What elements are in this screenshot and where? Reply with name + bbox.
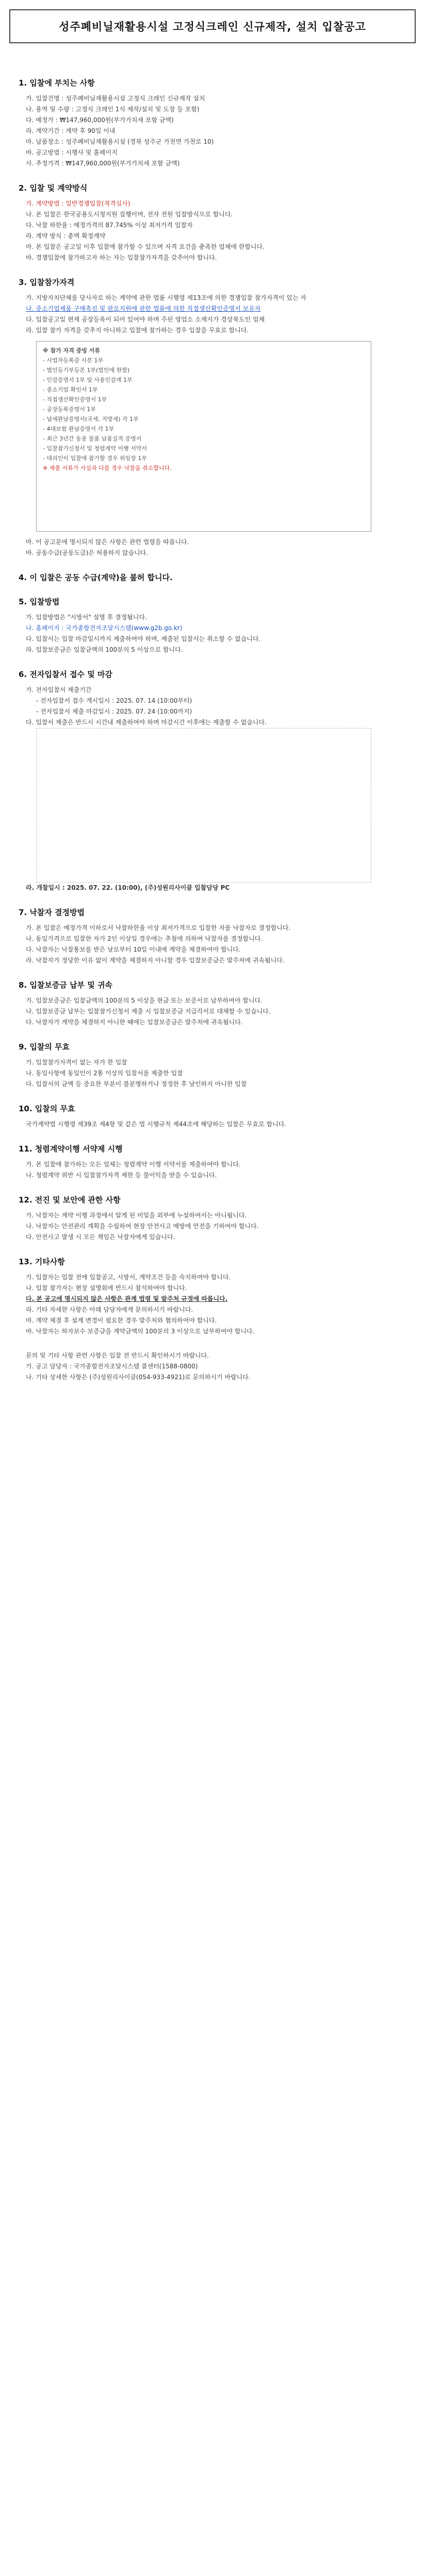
text-line: 라. 계약기간 : 계약 후 90일 이내 [26,127,116,134]
box-line: - 사업자등록증 사본 1부 [43,357,104,364]
text-line: 나. 낙찰자는 안전관리 계획을 수립하여 현장 안전사고 예방에 만전을 기하여야 합니다. [26,1223,259,1230]
section-8 [19,979,407,1028]
section-12 [19,1194,407,1243]
text-line: 나. 입찰 참가자는 현장 설명회에 반드시 참석하여야 합니다. [26,1284,187,1292]
section-11 [19,1143,407,1181]
text-line: 다. 입찰서의 금액 등 중요한 부분이 불분명하거나 정정한 후 날인하지 아니한 입찰 [26,1080,247,1088]
text-line: 다. 낙찰자는 낙찰통보를 받은 날로부터 10일 이내에 계약을 체결하여야 합니다. [26,946,241,953]
section-3 [19,277,407,558]
notice-content [19,77,407,1383]
section-5 [19,596,407,655]
section-heading: 12. 전진 및 보안에 관한 사항 [19,1195,121,1205]
section-heading: 6. 전자입찰서 접수 및 마감 [19,670,112,679]
box-line: - 입찰참가신청서 및 청렴계약 이행 서약서 [43,445,148,452]
section-6 [19,669,407,893]
section-heading: 9. 입찰의 무효 [19,1042,70,1052]
box-line: - 인감증명서 1부 및 사용인감계 1부 [43,377,133,383]
text-line: 나. 동일가격으로 입찰한 자가 2인 이상일 경우에는 추첨에 의하여 낙찰자를 결정합니다. [26,935,263,942]
text-line: 다. 입찰서 제출은 반드시 시간내 제출하여야 하며 마감시간 이후에는 제출할 수 없습니다. [26,719,267,726]
text-line: 가. 입찰보증금은 입찰금액의 100분의 5 이상을 현금 또는 보증서로 납부하여야 합니다. [26,997,263,1004]
section-heading: 13. 기타사항 [19,1257,65,1266]
text-line: 마. 이 공고문에 명시되지 않은 사항은 관련 법령을 따릅니다. [26,538,189,546]
text-line: 가. 입찰참가자격이 없는 자가 한 입찰 [26,1059,127,1066]
section-2 [19,182,407,263]
section-heading: 4. 이 입찰은 공동 수급(계약)을 불허 합니다. [19,573,173,582]
text-line: 다. 안전사고 발생 시 모든 책임은 낙찰자에게 있습니다. [26,1233,175,1241]
section-1 [19,77,407,169]
section-4 [19,572,407,583]
text-line: 바. 경쟁입찰에 참가하고자 하는 자는 입찰참가자격을 갖추어야 합니다. [26,254,217,261]
text-line: 가. 입찰방법은 "시방서" 설명 후 결정됩니다. [26,614,147,621]
text-line: 나. 입찰보증금 납부는 입찰참가신청서 제출 시 입찰보증금 지급각서로 대체할 수 있습니다. [26,1008,271,1015]
section-heading: 1. 입찰에 부치는 사항 [19,78,95,88]
box-line: ※ 참가 자격 증빙 서류 [43,347,101,354]
text-line: 마. 계약 체결 후 설계 변경이 필요한 경우 발주처와 협의하여야 합니다. [26,1317,217,1324]
text-line: 가. 입찰건명 : 성주폐비닐재활용시설 고정식 크레인 신규제작 설치 [26,95,205,102]
text-line: 라. 기타 자세한 사항은 아래 담당자에게 문의하시기 바랍니다. [26,1306,193,1313]
text-line: 가. 낙찰자는 계약 이행 과정에서 알게 된 비밀을 외부에 누설하여서는 아니됩니다. [26,1212,247,1219]
box-line: - 대리인이 입찰에 참가할 경우 위임장 1부 [43,455,147,462]
text-line: 나. 중소기업제품 구매촉진 및 판로지원에 관한 법률에 의한 직접생산확인증명서 보유자 [26,305,261,312]
text-line: 국가계약법 시행령 제39조 제4항 및 같은 법 시행규칙 제44조에 해당하는 입찰은 무효로 합니다. [26,1121,287,1128]
section-14 [19,1350,407,1383]
text-line: 가. 입찰자는 입찰 전에 입찰공고, 시방서, 계약조건 등을 숙지하여야 합니다. [26,1274,231,1281]
text-line: 다. 본 공고에 명시되지 않은 사항은 관계 법령 및 발주처 규정에 따릅니다. [26,1295,228,1302]
text-line: 라. 입찰 참가 자격을 갖추지 아니하고 입찰에 참가하는 경우 입찰을 무효로 합니다. [26,327,249,334]
text-line: 마. 본 입찰은 공고일 이후 입찰에 참가할 수 있으며 자격 요건을 충족한 업체에 한합니다. [26,243,265,250]
section-heading: 11. 청렴계약이행 서약제 시행 [19,1144,123,1154]
text-line: 가. 본 입찰은 예정가격 이하로서 낙찰하한율 이상 최저가격으로 입찰한 자를 낙찰자로 결정합니다. [26,924,291,931]
text-line: 나. 동일사항에 동일인이 2통 이상의 입찰서를 제출한 입찰 [26,1070,183,1077]
text-line: 나. 용역 및 수량 : 고정식 크레인 1식 제작/설치 및 도장 등 포함) [26,106,200,113]
box-line: - 4대보험 완납증명서 각 1부 [43,426,114,432]
page-title: 성주폐비닐재활용시설 고정식크레인 신규제작, 설치 입찰공고 [59,21,366,33]
box-line: - 최근 3년간 동종 물품 납품실적 증명서 [43,435,142,442]
section-heading: 2. 입찰 및 계약방식 [19,183,88,193]
section-heading: 10. 입찰의 무효 [19,1104,75,1113]
text-line: 라. 낙찰자가 정당한 이유 없이 계약을 체결하지 아니할 경우 입찰보증금은 발주처에 귀속됩니다. [26,957,285,964]
text-line: 라. 계약 방식 : 총액 확정계약 [26,232,106,240]
text-line: 라. 개찰일시 : 2025. 07. 22. (10:00), (주)성원리사이클 입찰담당 PC [26,884,230,891]
text-line: 마. 납품장소 : 성주폐비닐재활용시설 (경북 성주군 가천면 가천로 10) [26,138,214,145]
section-heading: 3. 입찰참가자격 [19,278,75,287]
text-line: 다. 낙찰 하한율 : 예정가격의 87.745% 이상 최저가격 입찰자 [26,222,193,229]
text-line: 가. 계약방법 : 일반경쟁입찰(적격심사) [26,200,130,207]
box-line: - 공장등록증명서 1부 [43,406,96,413]
section-heading: 7. 낙찰자 결정방법 [19,908,85,917]
section-10 [19,1103,407,1130]
text-line: 가. 본 입찰에 참가하는 모든 업체는 청렴계약 이행 서약서를 제출하여야 합니다. [26,1161,241,1168]
text-line: 가. 전자입찰서 제출기간 [26,686,92,693]
box-line: - 납세완납증명서(국세, 지방세) 각 1부 [43,416,139,422]
box-line: ※ 제출 서류가 사실과 다를 경우 낙찰을 취소합니다. [43,465,172,471]
text-line: 문의 및 기타 사항 관련 사항은 입찰 전 반드시 확인하시기 바랍니다. [26,1352,209,1359]
text-line: 다. 예정가 : ₩147,960,000원(부가가치세 포함 금액) [26,116,174,124]
section-9 [19,1041,407,1090]
section-heading: 5. 입찰방법 [19,597,60,606]
section-heading: 8. 입찰보증금 납부 및 귀속 [19,980,112,990]
section-13 [19,1256,407,1337]
box-line: - 직접생산확인증명서 1부 [43,396,107,403]
text-line: 사. 추정가격 : ₩147,960,000원(부가가치세 포함 금액) [26,160,180,167]
text-line: 나. 홈페이지 : 국가종합전자조달시스템(www.g2b.go.kr) [26,624,183,632]
required-documents-box [36,341,371,532]
text-line: 바. 낙찰자는 하자보수 보증금을 계약금액의 100분의 3 이상으로 납부하여야 합니다. [26,1328,255,1335]
text-line: 나. 청렴계약 위반 시 입찰참가자격 제한 등 불이익을 받을 수 있습니다. [26,1172,217,1179]
text-line: - 전자입찰서 제출 마감일시 : 2025. 07. 24 (10:00까지) [36,708,192,715]
text-line: 다. 입찰서는 입찰 마감일시까지 제출하여야 하며, 제출된 입찰서는 취소할 수 없습니다. [26,635,261,642]
text-line: 다. 낙찰자가 계약을 체결하지 아니한 때에는 입찰보증금은 발주처에 귀속됩니다. [26,1019,243,1026]
text-line: 바. 공고방법 : 시행사 및 홈페이지 [26,149,118,156]
text-line: 다. 입찰공고일 현재 공장등록이 되어 있어야 하며 주된 영업소 소재지가 경상북도인 업체 [26,316,265,323]
text-line: 바. 공동수급(공동도급)은 허용하지 않습니다. [26,549,149,556]
box-line: - 중소기업 확인서 1부 [43,386,98,393]
title-box [9,9,416,43]
section-7 [19,907,407,966]
text-line: - 전자입찰서 접수 개시일시 : 2025. 07. 14 (10:00부터) [36,697,192,704]
blank-area [36,728,371,883]
text-line: 나. 본 입찰은 한국공용도시청지원 집행이며, 전자 전원 입찰방식으로 합니다. [26,211,233,218]
text-line: 라. 입찰보증금은 입찰금액의 100분의 5 이상으로 합니다. [26,646,183,653]
text-line: 가. 지방자치단체를 당사자로 하는 계약에 관한 법률 시행령 제13조에 의한 경쟁입찰 참가자격이 있는 자 [26,294,306,301]
box-line: - 법인등기부등본 1부(법인에 한함) [43,367,130,374]
text-line: 나. 기타 상세한 사항은 (주)성원리사이클(054-933-4921)로 문의하시기 바랍니다. [26,1374,251,1381]
text-line: 가. 공고 담당자 : 국가종합전자조달시스템 콜센터(1588-0800) [26,1363,198,1370]
